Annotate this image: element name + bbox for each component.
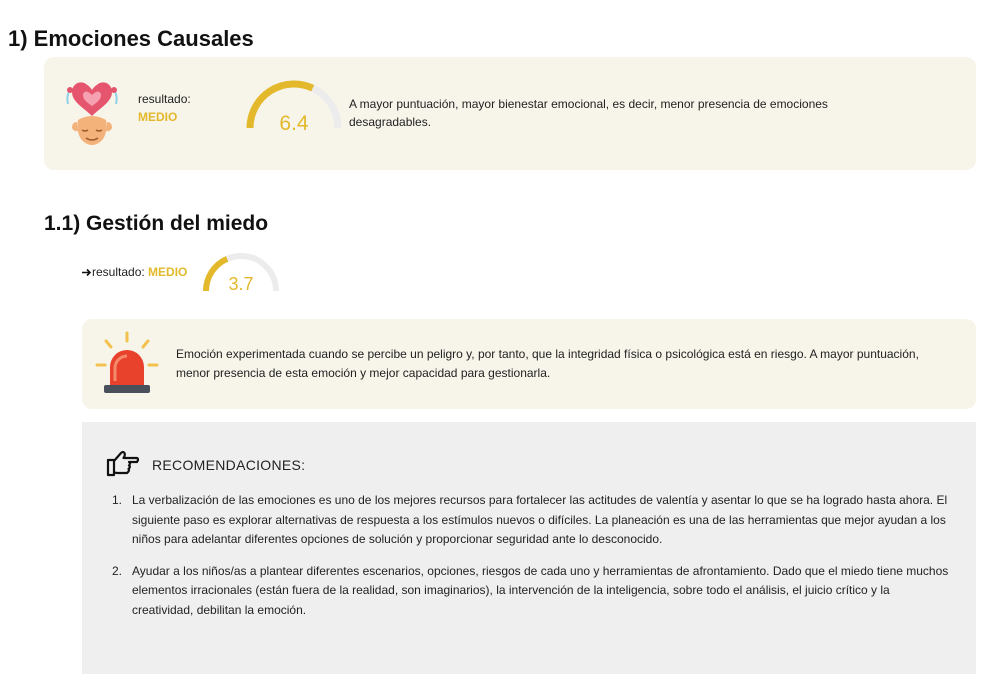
recommendation-text: Ayudar a los niños/as a plantear diferentes escenarios, opciones, riesgos de cada uno y herramientas de afrontamiento. Dado que el miedo tiene muchos elementos irracionales (están fuera de la realidad, son imaginarios), la intervención de la inteligencia, sobre todo el análisis, el juicio crítico y la creatividad, debilitan la emoción. [132, 563, 949, 617]
gauge-score: 6.4 [279, 112, 309, 134]
section-heading-gestion-miedo: 1.1) Gestión del miedo [44, 212, 269, 235]
gestion-miedo-result [82, 265, 187, 279]
arrow-right-icon [82, 268, 92, 277]
recommendations-title: RECOMENDACIONES: [152, 457, 306, 473]
result-level: MEDIO [138, 110, 178, 124]
recommendation-text: La verbalización de las emociones es uno de los mejores recursos para fortalecer las actitudes de valentía y asentar lo que se ha logrado hasta ahora. El siguiente paso es explorar alternativas de respuesta a los estímulos nuevos o difíciles. La planeación es una de las herramientas que mejor ayudan a los niños para adelantar diferentes opciones de solución y proporcionar seguridad ante lo desconocido. [132, 493, 948, 546]
recommendation-item [112, 491, 952, 550]
score-gauge-gestion-miedo [200, 251, 282, 295]
score-gauge-emociones-causales [244, 78, 344, 134]
result-label: resultado: [138, 92, 191, 106]
recommendations-list [112, 491, 952, 632]
result-level: MEDIO [148, 265, 188, 279]
emociones-causales-description: A mayor puntuación, mayor bienestar emocional, es decir, menor presencia de emociones desagradables. [349, 97, 828, 129]
gauge-fill [206, 259, 227, 291]
gestion-miedo-description: Emoción experimentada cuando se percibe un peligro y, por tanto, que la integridad física o psicológica está en riesgo. A mayor puntuación, menor presencia de esta emoción y mejor capacidad para gestionarla. [176, 347, 919, 380]
alarm-siren-icon [94, 331, 160, 397]
recommendation-number: 1. [112, 493, 123, 507]
section-heading-emociones-causales: 1) Emociones Causales [8, 26, 254, 51]
emociones-causales-result [138, 92, 191, 124]
result-label: resultado: [92, 265, 145, 279]
recommendation-number: 2. [112, 563, 123, 578]
recommendation-item [112, 562, 952, 621]
pointing-hand-icon [106, 448, 140, 478]
heart-mind-icon [60, 76, 124, 150]
gauge-score: 3.7 [228, 274, 254, 294]
